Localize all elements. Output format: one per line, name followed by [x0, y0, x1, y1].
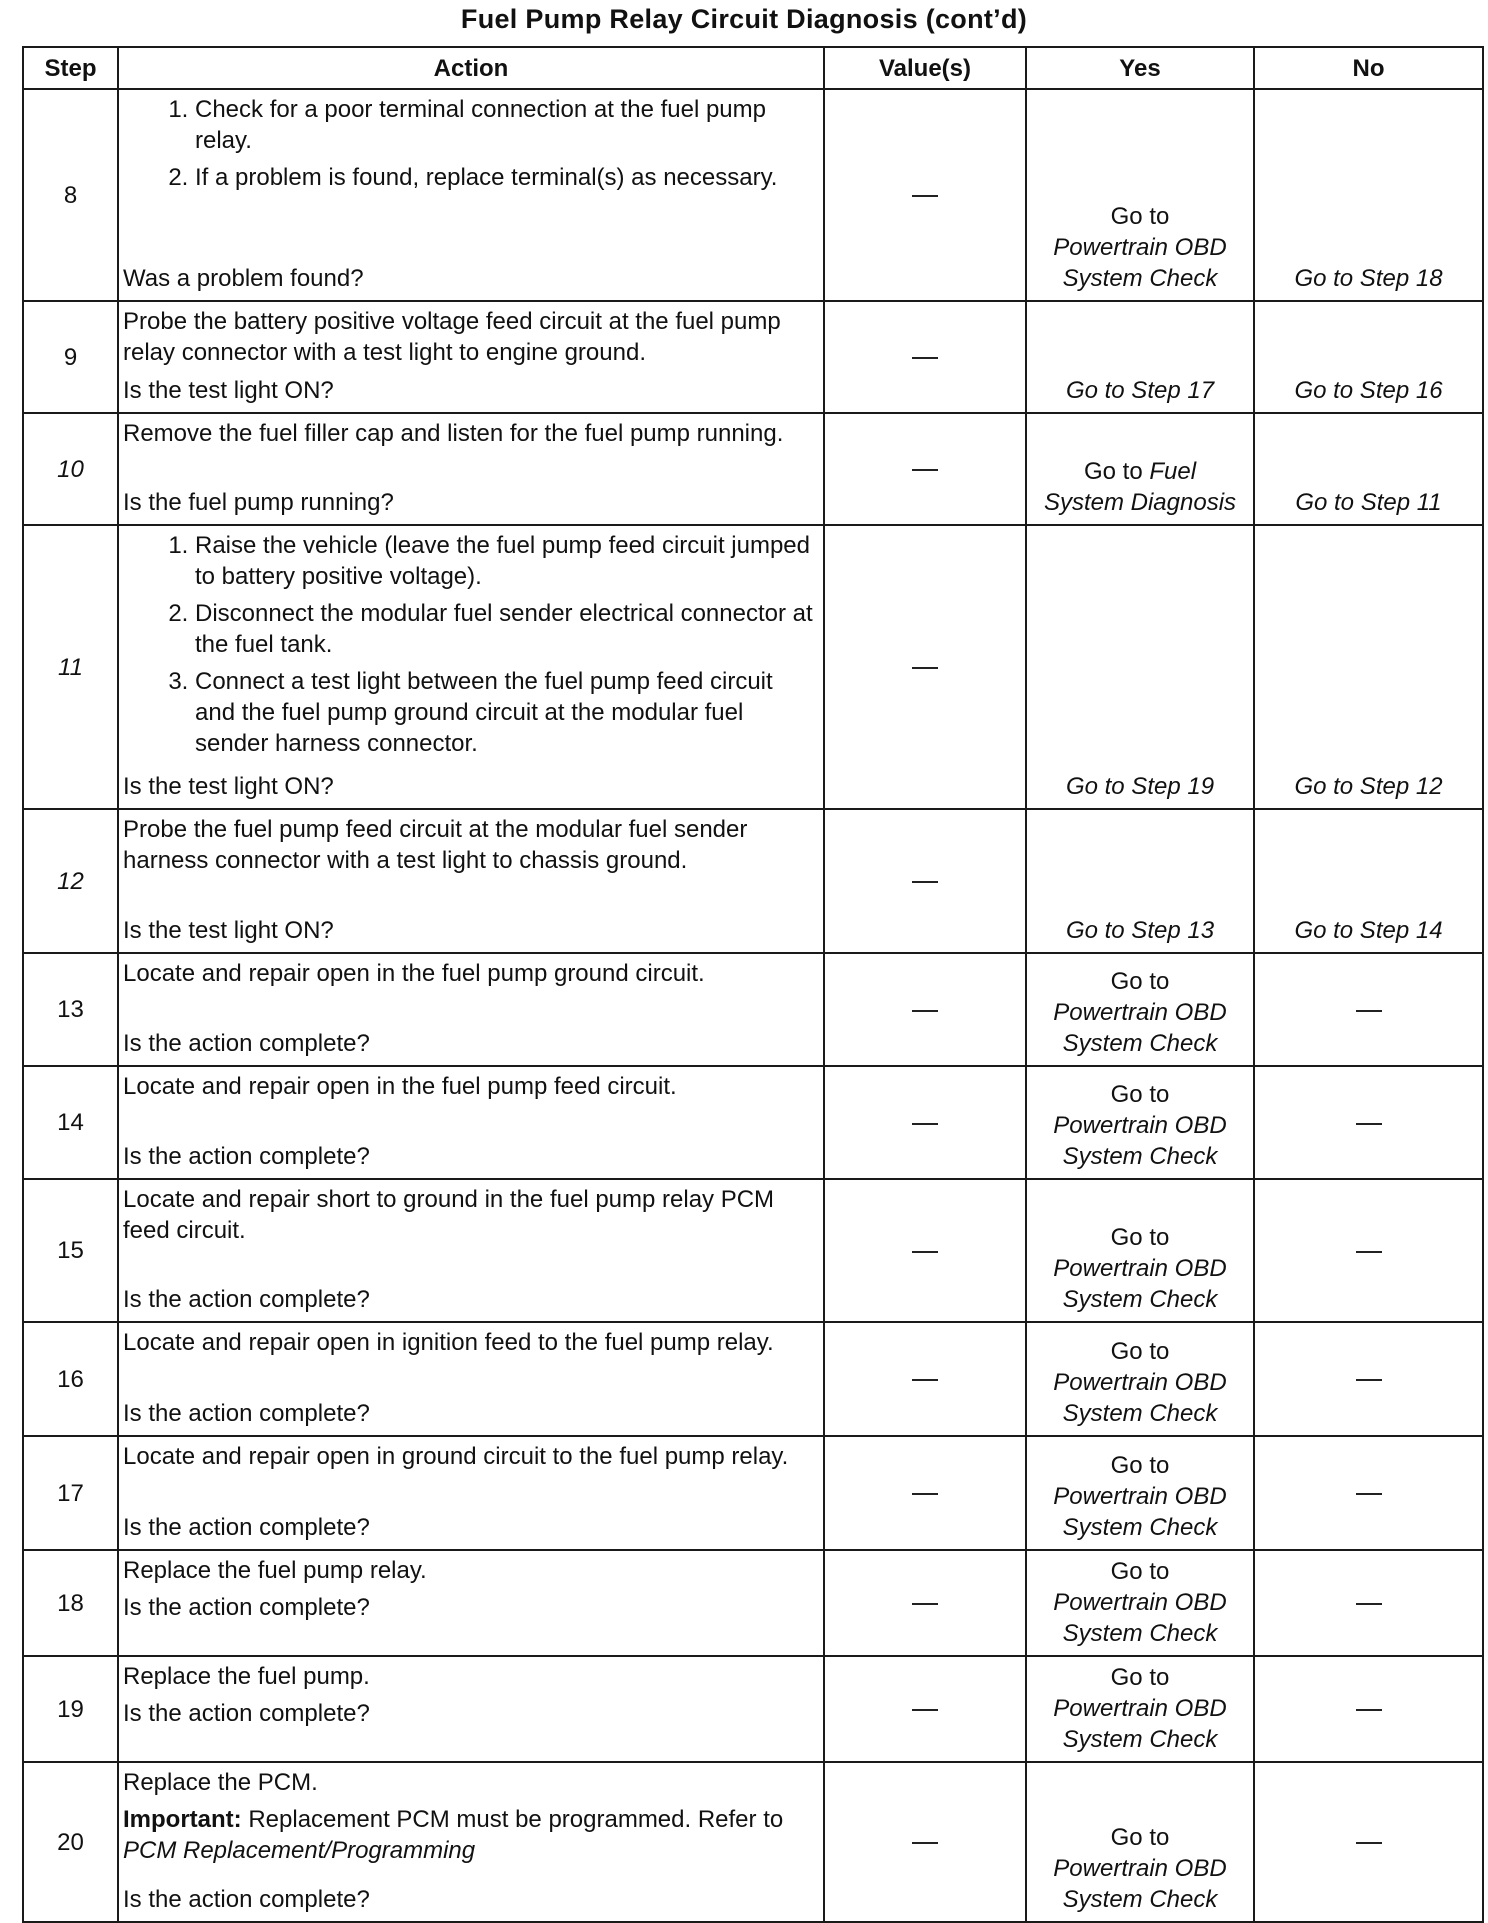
action-cell — [118, 1656, 824, 1762]
action-text: Locate and repair open in ignition feed to the fuel pump relay. — [123, 1329, 774, 1356]
dash — [1356, 1123, 1382, 1125]
action-question: Was a problem found? — [123, 265, 364, 292]
action-question: Is the test light ON? — [123, 377, 334, 404]
action-text: Probe the fuel pump feed circuit at the modular fuel sender harness connector with a test light to chassis ground. — [123, 816, 748, 874]
important-text: Replacement PCM must be programmed. Refer to — [248, 1806, 784, 1833]
dash — [912, 1493, 938, 1495]
yes-ref-line2: System Check — [1062, 1143, 1218, 1170]
action-text: Replace the PCM. — [123, 1769, 318, 1796]
dash — [1356, 1603, 1382, 1605]
value-cell — [824, 1656, 1026, 1762]
important-note — [123, 1804, 815, 1866]
yes-ref-line1: Powertrain OBD — [1053, 1855, 1227, 1882]
yes-go-to: Go to — [1110, 1824, 1170, 1851]
action-question: Is the action complete? — [123, 1286, 370, 1313]
yes-go-to: Go to — [1110, 1664, 1170, 1691]
no-cell — [1254, 413, 1483, 525]
dash — [912, 357, 938, 359]
action-text: Locate and repair open in the fuel pump feed circuit. — [123, 1073, 677, 1100]
list-item: 3. Connect a test light between the fuel pump feed circuit and the fuel pump ground circuit at the modular fuel sender harness connector. — [195, 666, 815, 759]
action-cell — [118, 89, 824, 301]
yes-go-to: Go to — [1110, 1452, 1170, 1479]
yes-go-to: Go to — [1110, 1081, 1170, 1108]
yes-ref-line2: System Check — [1062, 1400, 1218, 1427]
dash — [912, 881, 938, 883]
no-cell — [1254, 1436, 1483, 1550]
action-question: Is the action complete? — [123, 1030, 370, 1057]
table-row — [23, 1322, 1483, 1436]
step-number: 18 — [23, 1550, 118, 1656]
no-link: Go to Step 11 — [1295, 489, 1442, 516]
yes-go-to: Go to — [1083, 458, 1143, 485]
action-cell — [118, 1762, 824, 1922]
important-label: Important: — [123, 1806, 242, 1833]
dash — [1356, 1709, 1382, 1711]
dash — [912, 469, 938, 471]
step-number: 8 — [23, 89, 118, 301]
yes-ref-line1: Powertrain OBD — [1053, 234, 1227, 261]
yes-go-to: Go to — [1110, 968, 1170, 995]
diagnosis-table — [22, 46, 1484, 1923]
yes-go-to: Go to — [1110, 1338, 1170, 1365]
value-cell — [824, 525, 1026, 809]
step-number: 15 — [23, 1179, 118, 1322]
action-question: Is the action complete? — [123, 1514, 370, 1541]
action-question: Is the action complete? — [123, 1886, 370, 1913]
dash — [912, 1603, 938, 1605]
value-cell — [824, 1179, 1026, 1322]
header-values: Value(s) — [824, 47, 1026, 89]
action-cell — [118, 1550, 824, 1656]
yes-cell — [1026, 301, 1254, 413]
yes-ref-line1: Powertrain OBD — [1053, 1255, 1227, 1282]
value-cell — [824, 1436, 1026, 1550]
value-cell — [824, 413, 1026, 525]
yes-ref-line1: Powertrain OBD — [1053, 1695, 1227, 1722]
dash — [912, 1010, 938, 1012]
header-yes: Yes — [1026, 47, 1254, 89]
header-step: Step — [23, 47, 118, 89]
yes-cell — [1026, 1762, 1254, 1922]
no-cell — [1254, 1066, 1483, 1179]
action-cell — [118, 1436, 824, 1550]
yes-ref-line1: Powertrain OBD — [1053, 1369, 1227, 1396]
dash — [1356, 1493, 1382, 1495]
yes-ref-line1: Powertrain OBD — [1053, 1589, 1227, 1616]
yes-ref-line2: System Check — [1062, 265, 1218, 292]
yes-go-to: Go to — [1110, 203, 1170, 230]
no-link: Go to Step 12 — [1294, 773, 1443, 800]
list-item: 2. If a problem is found, replace terminal(s) as necessary. — [195, 162, 815, 193]
dash — [912, 1709, 938, 1711]
no-cell — [1254, 1762, 1483, 1922]
yes-cell — [1026, 809, 1254, 953]
yes-cell — [1026, 1066, 1254, 1179]
yes-cell — [1026, 953, 1254, 1066]
yes-cell — [1026, 1436, 1254, 1550]
list-item: 2. Disconnect the modular fuel sender electrical connector at the fuel tank. — [195, 598, 815, 660]
value-cell — [824, 809, 1026, 953]
yes-cell — [1026, 1179, 1254, 1322]
yes-ref-line2: System Check — [1062, 1726, 1218, 1753]
action-cell — [118, 809, 824, 953]
step-number: 9 — [23, 301, 118, 413]
table-row — [23, 953, 1483, 1066]
yes-ref-line1: Powertrain OBD — [1053, 1483, 1227, 1510]
dash — [912, 667, 938, 669]
yes-go-to: Go to — [1110, 1224, 1170, 1251]
header-row — [23, 47, 1483, 89]
value-cell — [824, 1066, 1026, 1179]
step-number: 16 — [23, 1322, 118, 1436]
action-text: Probe the battery positive voltage feed circuit at the fuel pump relay connector with a test light to engine ground. — [123, 308, 781, 366]
action-cell — [118, 1179, 824, 1322]
header-no: No — [1254, 47, 1483, 89]
yes-ref-line2: System Check — [1062, 1514, 1218, 1541]
header-action: Action — [118, 47, 824, 89]
action-cell — [118, 525, 824, 809]
action-cell — [118, 413, 824, 525]
action-question: Is the fuel pump running? — [123, 489, 394, 516]
table-row — [23, 1066, 1483, 1179]
yes-ref-fuel: Fuel — [1149, 458, 1197, 485]
value-cell — [824, 1322, 1026, 1436]
table-row — [23, 809, 1483, 953]
no-link: Go to Step 16 — [1294, 377, 1443, 404]
action-question: Is the action complete? — [123, 1594, 370, 1621]
no-cell — [1254, 1322, 1483, 1436]
yes-ref-line2: System Diagnosis — [1043, 489, 1237, 516]
step-number: 14 — [23, 1066, 118, 1179]
dash — [1356, 1379, 1382, 1381]
action-text: Replace the fuel pump relay. — [123, 1557, 427, 1584]
yes-ref-line1: Powertrain OBD — [1053, 999, 1227, 1026]
step-number: 20 — [23, 1762, 118, 1922]
list-item: 1. Check for a poor terminal connection at the fuel pump relay. — [195, 94, 815, 156]
yes-line1 — [1031, 456, 1249, 487]
list-item: 1. Raise the vehicle (leave the fuel pump feed circuit jumped to battery positive voltage). — [195, 530, 815, 592]
action-question: Is the action complete? — [123, 1700, 370, 1727]
dash — [912, 1842, 938, 1844]
yes-link: Go to Step 13 — [1065, 917, 1215, 944]
yes-cell — [1026, 89, 1254, 301]
value-cell — [824, 953, 1026, 1066]
dash — [1356, 1010, 1382, 1012]
dash — [1356, 1842, 1382, 1844]
action-question: Is the action complete? — [123, 1400, 370, 1427]
value-cell — [824, 1550, 1026, 1656]
action-cell — [118, 1322, 824, 1436]
dash — [912, 1251, 938, 1253]
no-cell — [1254, 953, 1483, 1066]
yes-ref-line2: System Check — [1062, 1620, 1218, 1647]
step-number: 12 — [23, 809, 118, 953]
table-row — [23, 301, 1483, 413]
action-text: Replace the fuel pump. — [123, 1663, 370, 1690]
dash — [1356, 1251, 1382, 1253]
action-question: Is the test light ON? — [123, 773, 334, 800]
yes-cell — [1026, 1322, 1254, 1436]
no-cell — [1254, 1656, 1483, 1762]
yes-cell — [1026, 525, 1254, 809]
table-row — [23, 525, 1483, 809]
action-text: Remove the fuel filler cap and listen for the fuel pump running. — [123, 420, 784, 447]
no-cell — [1254, 1179, 1483, 1322]
table-row — [23, 1436, 1483, 1550]
step-number: 11 — [23, 525, 118, 809]
step-number: 17 — [23, 1436, 118, 1550]
action-text: Locate and repair open in ground circuit to the fuel pump relay. — [123, 1443, 789, 1470]
action-cell — [118, 301, 824, 413]
action-cell — [118, 953, 824, 1066]
table-row — [23, 413, 1483, 525]
no-cell — [1254, 89, 1483, 301]
action-text: Locate and repair open in the fuel pump ground circuit. — [123, 960, 705, 987]
action-question: Is the action complete? — [123, 1143, 370, 1170]
page-title: Fuel Pump Relay Circuit Diagnosis (cont’d) — [460, 4, 1028, 34]
yes-cell — [1026, 1550, 1254, 1656]
yes-link: Go to Step 17 — [1065, 377, 1215, 404]
action-list — [123, 530, 815, 759]
action-list — [123, 94, 815, 193]
action-cell — [118, 1066, 824, 1179]
yes-link: Go to Step 19 — [1065, 773, 1215, 800]
table-row — [23, 89, 1483, 301]
dash — [912, 1123, 938, 1125]
no-cell — [1254, 525, 1483, 809]
yes-ref-line1: Powertrain OBD — [1053, 1112, 1227, 1139]
action-text: Locate and repair short to ground in the fuel pump relay PCM feed circuit. — [123, 1186, 775, 1244]
important-ref: PCM Replacement/Programming — [123, 1837, 476, 1864]
no-cell — [1254, 1550, 1483, 1656]
yes-ref-line2: System Check — [1062, 1886, 1218, 1913]
value-cell — [824, 1762, 1026, 1922]
no-link: Go to Step 18 — [1294, 265, 1443, 292]
no-cell — [1254, 301, 1483, 413]
step-number: 10 — [23, 413, 118, 525]
table-row — [23, 1179, 1483, 1322]
table-row — [23, 1656, 1483, 1762]
value-cell — [824, 89, 1026, 301]
yes-cell — [1026, 1656, 1254, 1762]
step-number: 19 — [23, 1656, 118, 1762]
value-cell — [824, 301, 1026, 413]
yes-cell — [1026, 413, 1254, 525]
table-row — [23, 1762, 1483, 1922]
action-question: Is the test light ON? — [123, 917, 334, 944]
no-link: Go to Step 14 — [1294, 917, 1443, 944]
dash — [912, 195, 938, 197]
yes-ref-line2: System Check — [1062, 1030, 1218, 1057]
dash — [912, 1379, 938, 1381]
table-row — [23, 1550, 1483, 1656]
no-cell — [1254, 809, 1483, 953]
yes-go-to: Go to — [1110, 1558, 1170, 1585]
yes-ref-line2: System Check — [1062, 1286, 1218, 1313]
step-number: 13 — [23, 953, 118, 1066]
